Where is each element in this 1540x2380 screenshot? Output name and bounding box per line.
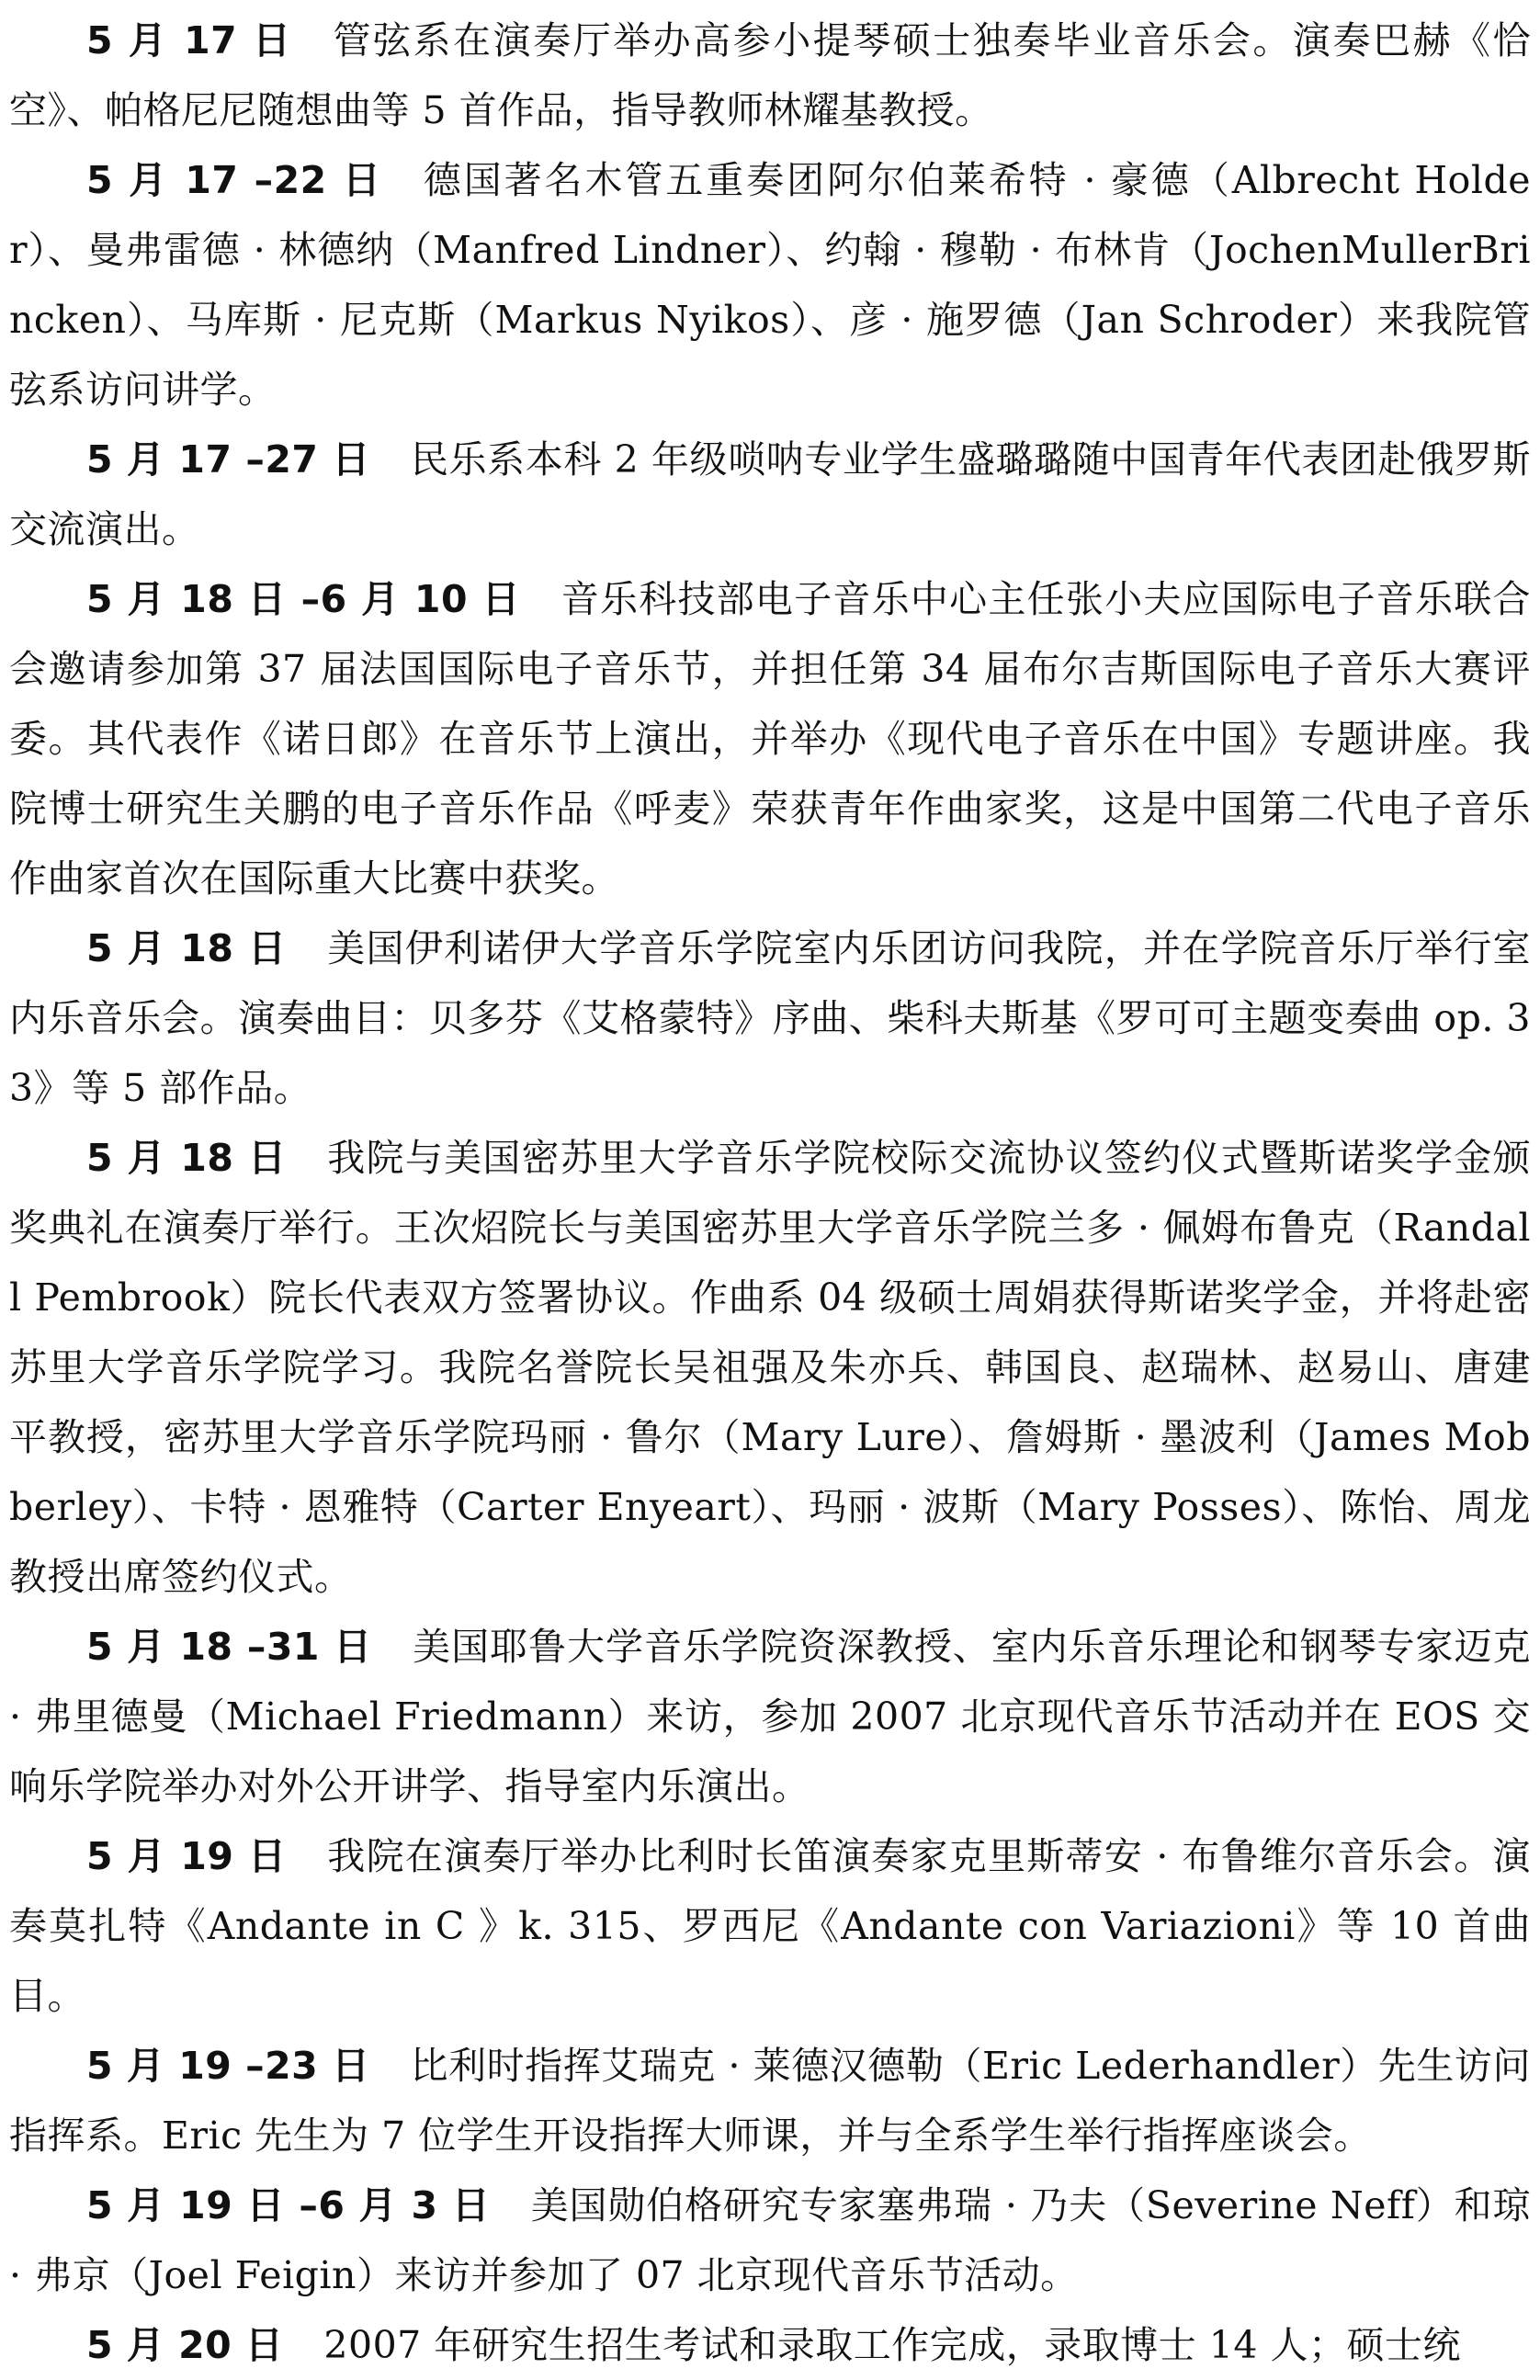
entry-date: 5 月 17 –22 日 xyxy=(86,158,383,202)
chronicle-entry xyxy=(9,1123,1531,1612)
entry-date: 5 月 18 日 –6 月 10 日 xyxy=(86,577,521,621)
entry-text: 德国著名木管五重奏团阿尔伯莱希特 · 豪德（Albrecht Holder）、曼弗雷德 · 林德纳（Manfred Lindner）、约翰 · 穆勒 · 布林肯（JochenMullerBrincken）、马库斯 · 尼克斯（Markus Nyikos）、彦 · 施罗德（Jan Schroder）来我院管弦系访问讲学。 xyxy=(9,158,1531,412)
chronicle-entry xyxy=(9,2310,1531,2380)
chronicle-entry xyxy=(9,1821,1531,2031)
entry-text: 美国伊利诺伊大学音乐学院室内乐团访问我院，并在学院音乐厅举行室内乐音乐会。演奏曲目：贝多芬《艾格蒙特》序曲、柴科夫斯基《罗可可主题变奏曲 op. 33》等 5 部作品。 xyxy=(9,926,1532,1110)
chronicle-entry xyxy=(9,2170,1531,2310)
entry-text: 我院与美国密苏里大学音乐学院校际交流协议签约仪式暨斯诺奖学金颁奖典礼在演奏厅举行。王次炤院长与美国密苏里大学音乐学院兰多 · 佩姆布鲁克（Randall Pembrook）院长代表双方签署协议。作曲系 04 级硕士周娟获得斯诺奖学金，并将赴密苏里大学音乐学院学习。我院名誉院长吴祖强及朱亦兵、韩国良、赵瑞林、赵易山、唐建平教授，密苏里大学音乐学院玛丽 · 鲁尔（Mary Lure）、詹姆斯 · 墨波利（James Mobberley）、卡特 · 恩雅特（Carter Enyeart）、玛丽 · 波斯（Mary Posses）、陈怡、周龙教授出席签约仪式。 xyxy=(9,1136,1532,1599)
chronicle-entry xyxy=(9,1612,1531,1821)
entry-date: 5 月 20 日 xyxy=(86,2323,284,2367)
chronicle-entry xyxy=(9,913,1531,1123)
entry-text: 民乐系本科 2 年级唢呐专业学生盛璐璐随中国青年代表团赴俄罗斯交流演出。 xyxy=(9,437,1531,551)
entry-date: 5 月 18 日 xyxy=(86,1136,288,1180)
entry-date: 5 月 19 –23 日 xyxy=(86,2044,370,2088)
entry-text: 美国勋伯格研究专家塞弗瑞 · 乃夫（Severine Neff）和琼 · 弗京（Joel Feigin）来访并参加了 07 北京现代音乐节活动。 xyxy=(9,2183,1532,2297)
entry-text: 美国耶鲁大学音乐学院资深教授、室内乐音乐理论和钢琴专家迈克 · 弗里德曼（Michael Friedmann）来访，参加 2007 北京现代音乐节活动并在 EOS 交响乐学院举办对外公开讲学、指导室内乐演出。 xyxy=(9,1625,1531,1808)
chronicle-entry xyxy=(9,2031,1531,2170)
entry-text: 比利时指挥艾瑞克 · 莱德汉德勒（Eric Lederhandler）先生访问指挥系。Eric 先生为 7 位学生开设指挥大师课，并与全系学生举行指挥座谈会。 xyxy=(9,2044,1531,2158)
entry-date: 5 月 18 –31 日 xyxy=(86,1625,373,1669)
entry-text: 我院在演奏厅举办比利时长笛演奏家克里斯蒂安 · 布鲁维尔音乐会。演奏莫扎特《Andante in C 》k. 315、罗西尼《Andante con Variazioni》等 10 首曲目。 xyxy=(9,1834,1531,2018)
entry-text: 音乐科技部电子音乐中心主任张小夫应国际电子音乐联合会邀请参加第 37 届法国国际电子音乐节，并担任第 34 届布尔吉斯国际电子音乐大赛评委。其代表作《诺日郎》在音乐节上演出，并举办《现代电子音乐在中国》专题讲座。我院博士研究生关鹏的电子音乐作品《呼麦》荣获青年作曲家奖，这是中国第二代电子音乐作曲家首次在国际重大比赛中获奖。 xyxy=(9,577,1531,901)
entry-date: 5 月 19 日 xyxy=(86,1834,288,1878)
entry-text: 2007 年研究生招生考试和录取工作完成，录取博士 14 人；硕士统 xyxy=(323,2323,1462,2367)
chronicle-entry xyxy=(9,6,1531,145)
entry-date: 5 月 17 日 xyxy=(86,18,293,62)
chronicle-entry xyxy=(9,145,1531,425)
chronicle-entry xyxy=(9,425,1531,564)
entry-date: 5 月 19 日 –6 月 3 日 xyxy=(86,2183,491,2227)
chronicle-entry xyxy=(9,564,1531,913)
entry-date: 5 月 18 日 xyxy=(86,926,288,970)
entry-date: 5 月 17 –27 日 xyxy=(86,437,370,482)
document-page xyxy=(9,6,1531,2380)
entry-text: 管弦系在演奏厅举办高参小提琴硕士独奏毕业音乐会。演奏巴赫《恰空》、帕格尼尼随想曲等 5 首作品，指导教师林耀基教授。 xyxy=(9,18,1532,132)
